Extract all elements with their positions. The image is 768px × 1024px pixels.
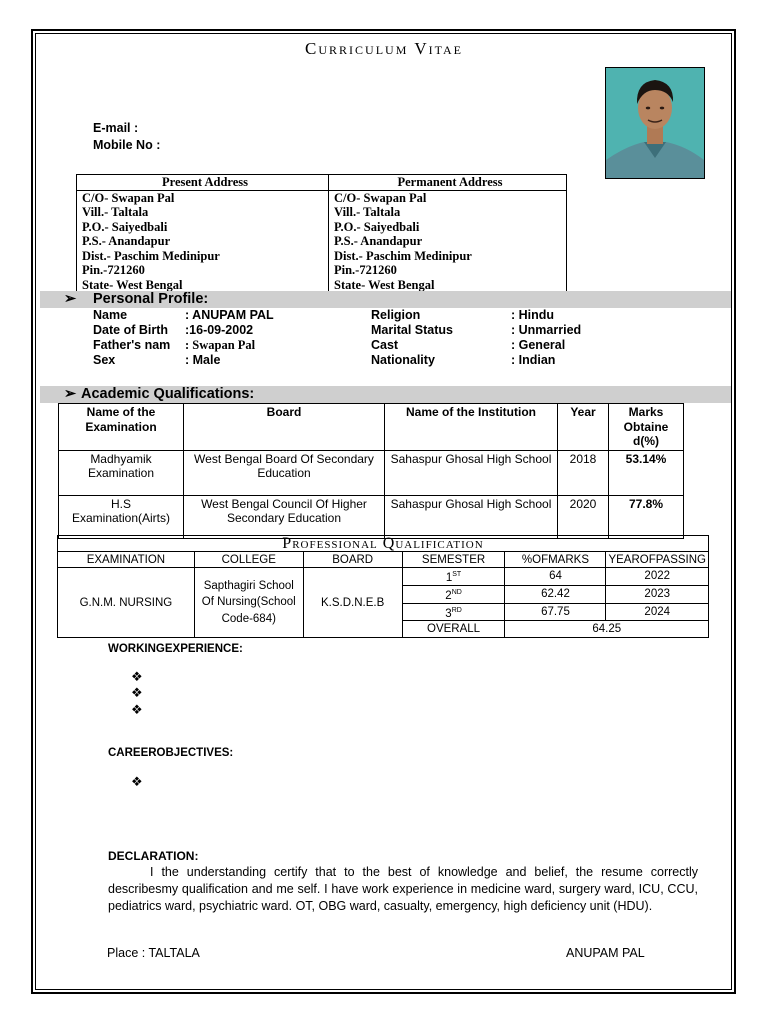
semester-cell — [402, 585, 505, 603]
academic-cell: 77.8% — [609, 495, 684, 538]
address-line: Pin.-721260 — [334, 263, 397, 277]
profile-value: : Hindu — [511, 308, 555, 322]
academic-header: Name of the Examination — [59, 404, 184, 451]
diamond-bullet-icon: ❖ — [131, 685, 143, 700]
academic-header: Year — [558, 404, 609, 451]
profile-value: : Swapan Pal — [185, 338, 256, 352]
career-objectives-heading: CAREEROBJECTIVES: — [108, 747, 234, 759]
profile-key: Sex — [93, 353, 116, 367]
year-cell: 2024 — [606, 603, 709, 621]
semester-number: 3 — [445, 607, 452, 620]
profile-key: Marital Status — [371, 323, 453, 337]
marks-cell: 67.75 — [505, 603, 606, 621]
permanent-address-cell — [329, 190, 567, 293]
address-line: Pin.-721260 — [82, 263, 145, 277]
academic-cell: Sahaspur Ghosal High School — [385, 495, 558, 538]
academic-cell: 2018 — [558, 450, 609, 495]
profile-key: Name — [93, 308, 128, 322]
profile-row — [93, 353, 693, 368]
semester-cell — [402, 603, 505, 621]
profile-row — [93, 338, 693, 353]
overall-value: 64.25 — [505, 621, 709, 638]
professional-header: COLLEGE — [194, 552, 303, 568]
semester-suffix: ST — [452, 571, 462, 578]
profile-value: : Indian — [511, 353, 556, 367]
address-line: Dist.- Paschim Medinipur — [82, 248, 220, 263]
present-address-cell — [77, 190, 329, 293]
professional-header: YEAROFPASSING — [606, 552, 709, 568]
professional-qualification — [57, 535, 709, 638]
signature-name: ANUPAM PAL — [566, 946, 645, 960]
arrow-bullet-icon: ➢ — [64, 386, 77, 402]
academic-cell: Madhyamik Examination — [59, 450, 184, 495]
profile-key: Cast — [371, 338, 399, 352]
professional-header: SEMESTER — [402, 552, 505, 568]
address-line: Vill.- Taltala — [334, 205, 401, 219]
present-address-header: Present Address — [77, 175, 329, 191]
address-line: P.S.- Anandapur — [334, 234, 423, 248]
address-line: P.S.- Anandapur — [82, 234, 171, 248]
address-line: P.O.- Saiyedbali — [82, 219, 168, 234]
arrow-bullet-icon: ➢ — [64, 291, 77, 307]
diamond-bullet-icon: ❖ — [131, 774, 143, 789]
profile-photo-image — [606, 68, 704, 178]
table-row — [59, 495, 684, 538]
profile-value: :16-09-2002 — [185, 323, 254, 337]
address-line: C/O- Swapan Pal — [82, 190, 175, 205]
working-experience-heading: WORKINGEXPERIENCE: — [108, 643, 243, 655]
diamond-bullet-icon: ❖ — [131, 669, 143, 684]
address-line: Vill.- Taltala — [82, 205, 149, 219]
semester-number: 1 — [445, 571, 453, 584]
address-line: State- West Bengal — [82, 277, 183, 292]
academic-table — [58, 403, 684, 539]
academic-cell: 53.14% — [609, 450, 684, 495]
academic-cell: Sahaspur Ghosal High School — [385, 450, 558, 495]
board-cell: K.S.D.N.E.B — [303, 568, 402, 638]
professional-header: BOARD — [303, 552, 402, 568]
academic-heading: Academic Qualifications: — [81, 386, 255, 402]
profile-value: : Unmarried — [511, 323, 582, 337]
academic-cell: West Bengal Board Of Secondary Education — [184, 450, 385, 495]
overall-label: OVERALL — [402, 621, 505, 638]
professional-table — [57, 535, 709, 638]
declaration-heading: DECLARATION: — [108, 849, 199, 863]
personal-profile-heading: Personal Profile: — [93, 291, 209, 307]
table-row — [58, 568, 709, 586]
year-cell: 2023 — [606, 585, 709, 603]
professional-header: %OFMARKS — [505, 552, 606, 568]
address-table — [76, 174, 567, 293]
marks-cell: 62.42 — [505, 585, 606, 603]
profile-value: : Male — [185, 353, 221, 367]
profile-key: Nationality — [371, 353, 435, 367]
table-row — [59, 450, 684, 495]
profile-key: Religion — [371, 308, 421, 322]
academic-header: Board — [184, 404, 385, 451]
profile-key: Date of Birth — [93, 323, 168, 337]
semester-suffix: RD — [451, 606, 462, 614]
college-cell: Sapthagiri School Of Nursing(School Code-684) — [194, 568, 303, 638]
examination-cell: G.N.M. NURSING — [58, 568, 195, 638]
profile-value: : ANUPAM PAL — [185, 308, 274, 322]
professional-heading: Professional Qualification — [58, 536, 709, 552]
profile-value: : General — [511, 338, 566, 352]
academic-cell: West Bengal Council Of Higher Secondary Education — [184, 495, 385, 538]
year-cell: 2022 — [606, 568, 709, 586]
address-line: State- West Bengal — [334, 277, 435, 292]
profile-row — [93, 323, 693, 338]
academic-cell: H.S Examination(Airts) — [59, 495, 184, 538]
profile-photo — [605, 67, 705, 179]
semester-cell — [402, 568, 505, 586]
address-line: P.O.- Saiyedbali — [334, 219, 420, 234]
declaration-text: I the understanding certify that to the best of knowledge and belief, the resume correctly describesmy qualification and me self. I have work experience in medicine ward, surgery ward, ICU, CCU, pediatrics ward, psychiatric ward. OT, OBG ward, casualty, emergency, high deficiency unit (HDU). — [108, 865, 698, 913]
email-label: E-mail : — [93, 121, 139, 135]
cv-title: Curriculum Vitae — [305, 39, 463, 58]
academic-cell: 2020 — [558, 495, 609, 538]
mobile-label: Mobile No : — [93, 138, 161, 152]
marks-cell: 64 — [505, 568, 606, 586]
address-line: C/O- Swapan Pal — [334, 190, 427, 205]
professional-header: EXAMINATION — [58, 552, 195, 568]
place-label: Place : TALTALA — [107, 946, 200, 960]
personal-profile-list — [93, 308, 693, 368]
academic-header: Marks Obtaine d(%) — [609, 404, 684, 451]
semester-number: 2 — [445, 589, 452, 602]
semester-suffix: ND — [451, 588, 462, 596]
diamond-bullet-icon: ❖ — [131, 702, 143, 717]
address-line: Dist.- Paschim Medinipur — [334, 248, 472, 263]
permanent-address-header: Permanent Address — [329, 175, 567, 191]
academic-header: Name of the Institution — [385, 404, 558, 451]
profile-key: Father's nam — [93, 338, 171, 352]
profile-row — [93, 308, 693, 323]
